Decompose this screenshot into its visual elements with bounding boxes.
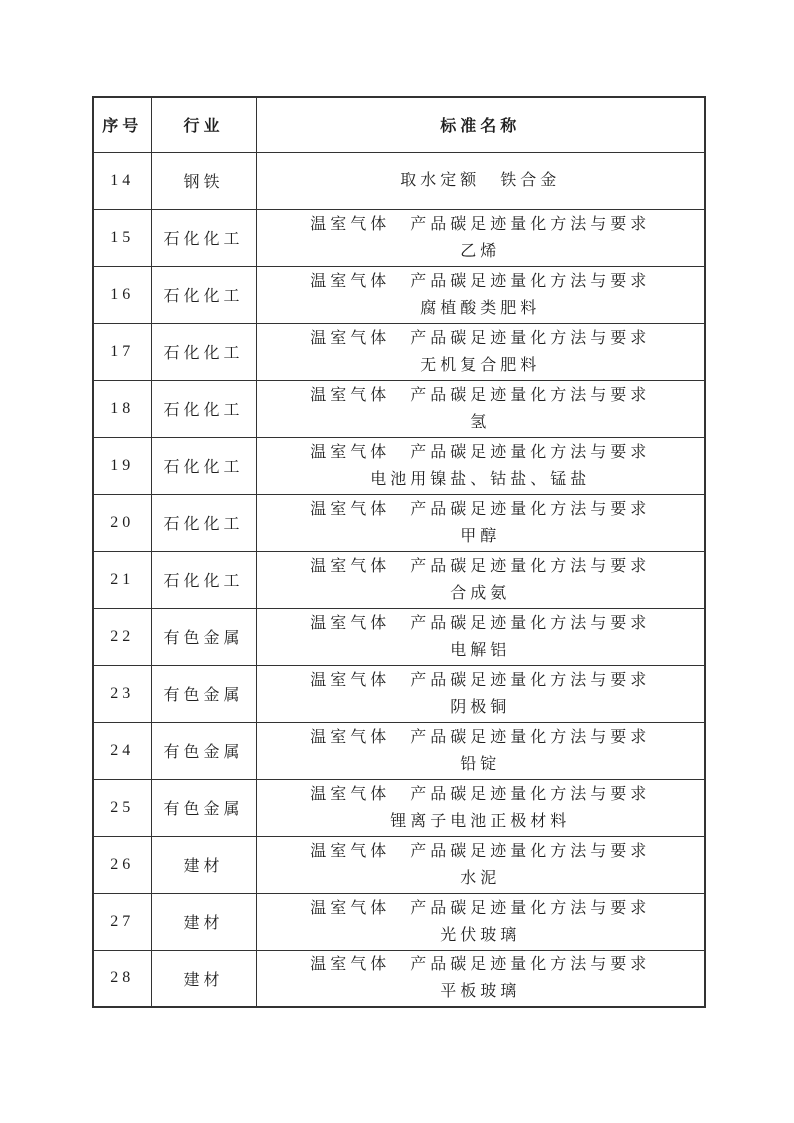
standard-name-line: 乙烯 xyxy=(460,242,501,260)
standard-name-line: 温室气体 产品碳足迹量化方法与要求 xyxy=(310,557,651,575)
table-row xyxy=(93,722,705,779)
table-row xyxy=(93,323,705,380)
cell-standard-name xyxy=(256,323,705,380)
cell-industry: 有色金属 xyxy=(151,608,256,665)
cell-standard-name xyxy=(256,380,705,437)
standard-name-line: 腐植酸类肥料 xyxy=(420,299,541,317)
cell-serial-number: 19 xyxy=(93,437,151,494)
standard-name-line: 电池用镍盐、钴盐、锰盐 xyxy=(370,470,591,488)
standard-name-line: 温室气体 产品碳足迹量化方法与要求 xyxy=(310,272,651,290)
standard-name-line: 温室气体 产品碳足迹量化方法与要求 xyxy=(310,785,651,803)
cell-standard-name xyxy=(256,437,705,494)
table-row xyxy=(93,209,705,266)
table-row xyxy=(93,779,705,836)
table-row xyxy=(93,893,705,950)
cell-serial-number: 16 xyxy=(93,266,151,323)
cell-standard-name xyxy=(256,665,705,722)
standard-name-line: 无机复合肥料 xyxy=(420,356,541,374)
cell-serial-number: 22 xyxy=(93,608,151,665)
cell-standard-name xyxy=(256,551,705,608)
standard-name-line: 温室气体 产品碳足迹量化方法与要求 xyxy=(310,899,651,917)
cell-standard-name xyxy=(256,893,705,950)
table-row xyxy=(93,551,705,608)
table-row xyxy=(93,266,705,323)
cell-serial-number: 23 xyxy=(93,665,151,722)
standard-name-line: 氢 xyxy=(470,413,491,431)
cell-industry: 石化化工 xyxy=(151,380,256,437)
standard-name-line: 温室气体 产品碳足迹量化方法与要求 xyxy=(310,443,651,461)
cell-serial-number: 21 xyxy=(93,551,151,608)
cell-industry: 石化化工 xyxy=(151,551,256,608)
standards-table xyxy=(92,96,706,1008)
cell-industry: 石化化工 xyxy=(151,437,256,494)
cell-industry: 有色金属 xyxy=(151,722,256,779)
cell-serial-number: 26 xyxy=(93,836,151,893)
standard-name-line: 温室气体 产品碳足迹量化方法与要求 xyxy=(310,614,651,632)
table-header-row xyxy=(93,97,705,152)
cell-standard-name xyxy=(256,608,705,665)
cell-standard-name xyxy=(256,209,705,266)
standard-name-line: 阴极铜 xyxy=(450,698,511,716)
cell-serial-number: 15 xyxy=(93,209,151,266)
standard-name-line: 电解铝 xyxy=(450,641,511,659)
cell-industry: 建材 xyxy=(151,950,256,1007)
cell-standard-name xyxy=(256,836,705,893)
standard-name-line: 水泥 xyxy=(460,869,501,887)
cell-standard-name xyxy=(256,266,705,323)
standard-name-line: 合成氨 xyxy=(450,584,511,602)
column-header-industry: 行业 xyxy=(151,97,256,152)
cell-industry: 有色金属 xyxy=(151,665,256,722)
cell-standard-name xyxy=(256,494,705,551)
cell-industry: 石化化工 xyxy=(151,494,256,551)
standard-name-line: 平板玻璃 xyxy=(440,983,521,1001)
column-header-serial-number: 序号 xyxy=(93,97,151,152)
table-row xyxy=(93,152,705,209)
cell-standard-name xyxy=(256,722,705,779)
cell-serial-number: 25 xyxy=(93,779,151,836)
standard-name-line: 光伏玻璃 xyxy=(440,926,521,944)
standard-name-line: 温室气体 产品碳足迹量化方法与要求 xyxy=(310,728,651,746)
table-row xyxy=(93,608,705,665)
standard-name-line: 锂离子电池正极材料 xyxy=(390,812,571,830)
cell-industry: 石化化工 xyxy=(151,266,256,323)
cell-serial-number: 17 xyxy=(93,323,151,380)
standard-name-line: 温室气体 产品碳足迹量化方法与要求 xyxy=(310,329,651,347)
standard-name-line: 甲醇 xyxy=(460,527,501,545)
cell-industry: 石化化工 xyxy=(151,209,256,266)
cell-standard-name xyxy=(256,152,705,209)
table-row xyxy=(93,665,705,722)
cell-standard-name xyxy=(256,950,705,1007)
standard-name-line: 铅锭 xyxy=(460,755,501,773)
table-row xyxy=(93,494,705,551)
cell-serial-number: 27 xyxy=(93,893,151,950)
cell-serial-number: 28 xyxy=(93,950,151,1007)
cell-industry: 建材 xyxy=(151,893,256,950)
cell-industry: 石化化工 xyxy=(151,323,256,380)
table-row xyxy=(93,437,705,494)
cell-serial-number: 20 xyxy=(93,494,151,551)
table-row xyxy=(93,836,705,893)
standard-name-line: 温室气体 产品碳足迹量化方法与要求 xyxy=(310,500,651,518)
cell-industry: 有色金属 xyxy=(151,779,256,836)
table-row xyxy=(93,380,705,437)
cell-industry: 钢铁 xyxy=(151,152,256,209)
cell-serial-number: 14 xyxy=(93,152,151,209)
cell-serial-number: 18 xyxy=(93,380,151,437)
standard-name-line: 温室气体 产品碳足迹量化方法与要求 xyxy=(310,842,651,860)
standard-name-line: 温室气体 产品碳足迹量化方法与要求 xyxy=(310,215,651,233)
standard-name-line: 取水定额 铁合金 xyxy=(400,172,561,189)
cell-serial-number: 24 xyxy=(93,722,151,779)
table-row xyxy=(93,950,705,1007)
standard-name-line: 温室气体 产品碳足迹量化方法与要求 xyxy=(310,671,651,689)
standard-name-line: 温室气体 产品碳足迹量化方法与要求 xyxy=(310,386,651,404)
cell-industry: 建材 xyxy=(151,836,256,893)
standard-name-line: 温室气体 产品碳足迹量化方法与要求 xyxy=(310,956,651,974)
cell-standard-name xyxy=(256,779,705,836)
column-header-standard-name: 标准名称 xyxy=(256,97,705,152)
